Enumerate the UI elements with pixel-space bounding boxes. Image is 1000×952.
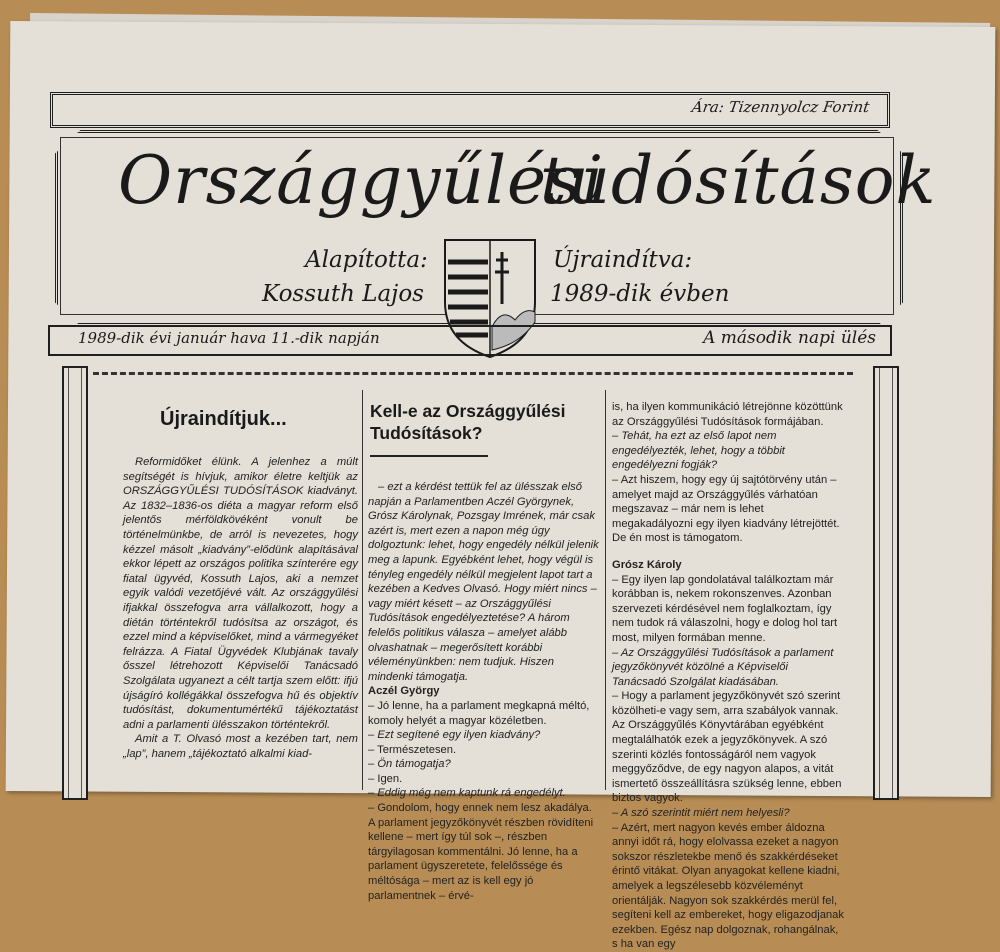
date-bar <box>48 325 892 356</box>
interview-line: – Egy ilyen lap gondolatával találkoztam már korábban is, nekem rokonszenves. Azonban szervezeti kérdésével nem foglalkoztam, így nem tudok rá válaszolni, hogy e dolog hol tart most, milyen formában menne. <box>612 573 838 644</box>
interview-line: – Ezt segítené egy ilyen kiadvány? <box>368 729 541 742</box>
column-divider <box>362 390 363 790</box>
interview-line: – Az Országgyűlési Tudósítások a parlament jegyzőkönyvét közölné a Képviselői Tanácsadó Szolgálat kiadásában. <box>612 646 834 688</box>
headline-underline <box>370 455 488 457</box>
article2-body <box>368 480 600 903</box>
founded-by: Kossuth Lajos <box>262 281 424 307</box>
interview-line: – Azért, mert nagyon kevés ember áldozna annyi időt rá, hogy elolvassa ezeket a nagyon sokszor részletekbe menő és szakkérdéseket érintő vitákat. Olyan anyagokat kellene kiadni, amelyek a legszélesebb közvéleményt orientálják. Nagyon sok szakkérdés merül fel, segíteni kell az embereket, hogy eligazodjanak ezekben. Egész nap dolgoznak, rohangálnak, s ha van egy <box>612 821 844 951</box>
masthead-title-right: tudósítások <box>540 142 937 219</box>
interview-line: – Ön támogatja? <box>368 758 451 771</box>
article1-paragraph: Amit a T. Olvasó most a kezében tart, nem „lap”, hanem „tájékoztató alkalmi kiad- <box>123 733 358 760</box>
article1-body <box>123 455 358 761</box>
restarted-label: Újraindítva: <box>553 247 693 273</box>
interview-line: – Természetesen. <box>368 743 457 756</box>
article2-intro: – ezt a kérdést tettük fel az ülésszak első napján a Parlamentben Aczél Györgynek, Grósz Károlynak, Pozsgay Imrének, már csak azért is, mert ezen a napon még úgy dolgoztunk: lehet, hogy engedély nélkül jelenik meg a lapunk. Egyébként lehet, hogy végül is tényleg engedély nélkül megjelent lapot tart a kezében a Kedves Olvasó. Hogy miért nincs – vagy miért késett – az Országgyűlési Tudósítások engedélyeztetése? A három felelős politikus válasza – amelyet alább olvashatnak – megerősített korábbi véleményünkben: nem tudjuk. Hiszen mindenki támogatja. <box>368 481 599 683</box>
right-column-ornament <box>873 366 899 800</box>
restarted-when: 1989-dik évben <box>550 281 730 307</box>
price-bar <box>50 92 890 128</box>
left-column-ornament <box>62 366 88 800</box>
interview-line: is, ha ilyen kommunikáció létrejönne közöttünk az Országgyűlési Tudósítások formájában. <box>612 401 843 428</box>
interview-line: – Jó lenne, ha a parlament megkapná méltó, komoly helyét a magyar közéletben. <box>368 699 590 727</box>
article3-body <box>612 400 844 952</box>
masthead-title-left: Országgyűlési <box>118 142 605 219</box>
article1-headline: Újraindítjuk... <box>160 408 287 430</box>
interview-line: – Gondolom, hogy ennek nem lesz akadálya. A parlament jegyzőkönyvét részben rövidíteni kellene – mert így túl sok –, részben tárgyilagosan kommentálni. Jó lenne, ha a parlament ügyszeretete, felelőssége és méltósága – mert az is kell egy jó parlamentnek – érvé- <box>368 802 594 902</box>
interview-line: – A szó szerintit miért nem helyesli? <box>612 807 790 820</box>
speaker-name: Grósz Károly <box>612 558 682 571</box>
article2-headline: Kell-e az Országgyűlési Tudósítások? <box>370 401 566 443</box>
session-label: A második napi ülés <box>703 328 876 348</box>
founded-label: Alapította: <box>305 247 428 273</box>
column-divider <box>605 390 606 790</box>
interview-line: – Eddig még nem kaptunk rá engedélyt. <box>368 787 566 800</box>
price-label: Ára: Tizennyolcz Forint <box>690 98 871 116</box>
interview-line: – Igen. <box>368 772 403 785</box>
interview-line: – Tehát, ha ezt az első lapot nem engedélyezték, lehet, hogy a többit engedélyezni fogják? <box>612 430 785 472</box>
issue-date: 1989-dik évi január hava 11.-dik napján <box>78 329 380 347</box>
interview-line: – Hogy a parlament jegyzőkönyvét szó szerint közölheti-e vagy sem, arra szabályok vannak. Az Országgyűlés Könyvtárában egyébként megtalálhatók ezek a jegyzőkönyvek. A szó szerinti közlés fontosságáról nem vagyok meggyőződve, de egy nagyon alapos, a vitát ismertető összeállításra szükség lenne, ebben biztos vagyok. <box>612 690 842 805</box>
interview-line: – Azt hiszem, hogy egy új sajtótörvény után – amelyet majd az Országgyűlés várhatóan megszavaz – már nem is lehet megakadályozni egy ilyen kiadvány létrejöttét. De én most is támogatom. <box>612 473 840 545</box>
speaker-name: Aczél György <box>368 685 440 698</box>
article1-paragraph: Reformidőket élünk. A jelenhez a múlt segítségét is hívjuk, amikor életre keltjük az ORSZÁGGYŰLÉSI TUDÓSÍTÁSOK kiadványt. Az 1832–1836-os diéta a magyar reform első jelentős mérföldkövéként vonult be történelmünkbe, de arról is nevezetes, hogy kézzel másolt „kiadvány”-elődünk alapításával ekkor lépett az országos politika színterére egy fiatal ügyvéd, Kossuth Lajos, aki a nemzet egyik valódi vezetőjévé vált. Az országgyűlési ifjakkal összefogva arra vállalkozott, hogy a diétán történtekről tudósítsa az országot, és ezzel mind a képviselőket, mind a vármegyéket felrázza. A Fiatal Ügyvédek Klubjának tavaly ősszel létrehozott Képviselői Tanácsadó Szolgálata ugyanezt a célt tartja szem előtt: ifjú újságíró kollégákkal összefogva hű és objektív tudósítást, dokumentumértékű tájékoztatást adni a parlamenti ülésszakon történtekről. <box>123 456 358 731</box>
